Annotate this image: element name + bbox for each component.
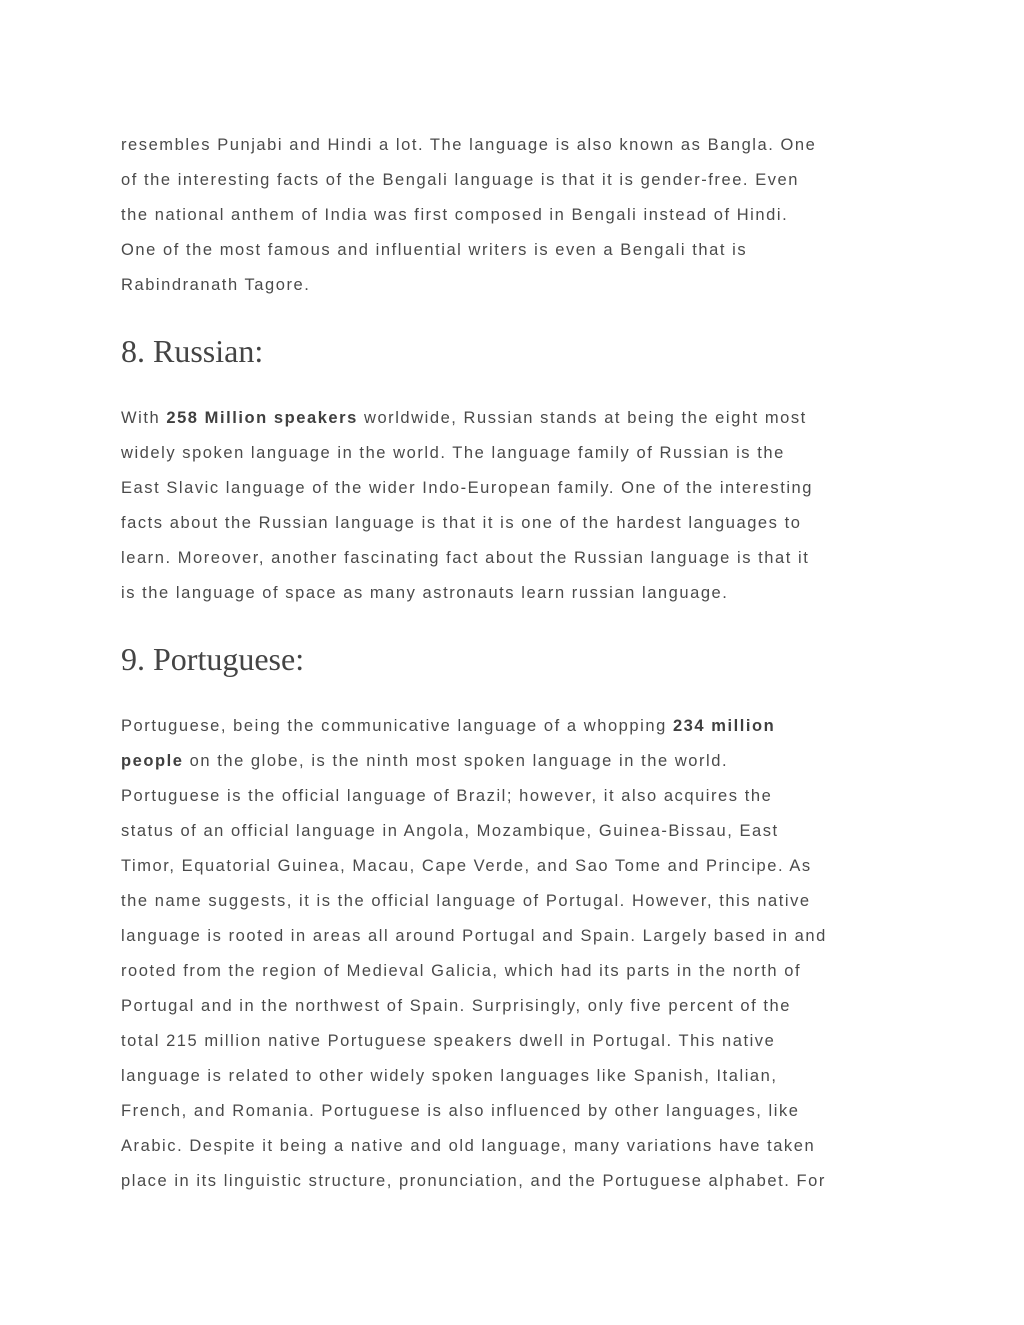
paragraph-line: language is rooted in areas all around Portugal and Spain. Largely based in and — [121, 927, 827, 945]
paragraph-line: place in its linguistic structure, pronunciation, and the Portuguese alphabet. For — [121, 1172, 826, 1190]
paragraph-line: facts about the Russian language is that it is one of the hardest languages to — [121, 514, 802, 532]
paragraph-line: language is related to other widely spoken languages like Spanish, Italian, — [121, 1067, 778, 1085]
paragraph-line: resembles Punjabi and Hindi a lot. The language is also known as Bangla. One — [121, 136, 817, 154]
line-text: With — [121, 409, 167, 427]
speaker-count-bold: people — [121, 752, 184, 770]
paragraph-line: widely spoken language in the world. The language family of Russian is the — [121, 444, 785, 462]
speaker-count-bold: 234 million — [672, 717, 776, 735]
paragraph-line: Timor, Equatorial Guinea, Macau, Cape Verde, and Sao Tome and Principe. As — [121, 857, 812, 875]
line-text: on the globe, is the ninth most spoken language in the world. — [183, 752, 729, 770]
paragraph-line: total 215 million native Portuguese speakers dwell in Portugal. This native — [121, 1032, 776, 1050]
line-text: Portuguese, being the communicative language of a whopping — [121, 717, 673, 735]
bengali-paragraph — [121, 128, 911, 303]
line-text: worldwide, Russian stands at being the eight most — [357, 409, 807, 427]
paragraph-line: East Slavic language of the wider Indo-European family. One of the interesting — [121, 479, 814, 497]
russian-heading: 8. Russian: — [121, 333, 264, 369]
speaker-count-bold: 258 Million speakers — [166, 409, 358, 427]
portuguese-heading: 9. Portuguese: — [121, 641, 305, 677]
document-page — [121, 128, 911, 1199]
paragraph-line: Arabic. Despite it being a native and old language, many variations have taken — [121, 1137, 816, 1155]
paragraph-line: Rabindranath Tagore. — [121, 276, 311, 294]
paragraph-line — [121, 709, 911, 744]
paragraph-line: the name suggests, it is the official language of Portugal. However, this native — [121, 892, 811, 910]
paragraph-line: Portugal and in the northwest of Spain. Surprisingly, only five percent of the — [121, 997, 791, 1015]
paragraph-line: French, and Romania. Portuguese is also influenced by other languages, like — [121, 1102, 800, 1120]
portuguese-paragraph — [121, 709, 911, 1199]
paragraph-line: One of the most famous and influential writers is even a Bengali that is — [121, 241, 748, 259]
paragraph-line: Portuguese is the official language of Brazil; however, it also acquires the — [121, 787, 773, 805]
paragraph-line: of the interesting facts of the Bengali language is that it is gender-free. Even — [121, 171, 800, 189]
paragraph-line: learn. Moreover, another fascinating fact about the Russian language is that it — [121, 549, 810, 567]
paragraph-line — [121, 401, 911, 436]
paragraph-line: status of an official language in Angola, Mozambique, Guinea-Bissau, East — [121, 822, 779, 840]
paragraph-line: is the language of space as many astronauts learn russian language. — [121, 584, 729, 602]
paragraph-line — [121, 744, 911, 779]
russian-paragraph — [121, 401, 911, 611]
paragraph-line: the national anthem of India was first composed in Bengali instead of Hindi. — [121, 206, 789, 224]
paragraph-line: rooted from the region of Medieval Galicia, which had its parts in the north of — [121, 962, 802, 980]
